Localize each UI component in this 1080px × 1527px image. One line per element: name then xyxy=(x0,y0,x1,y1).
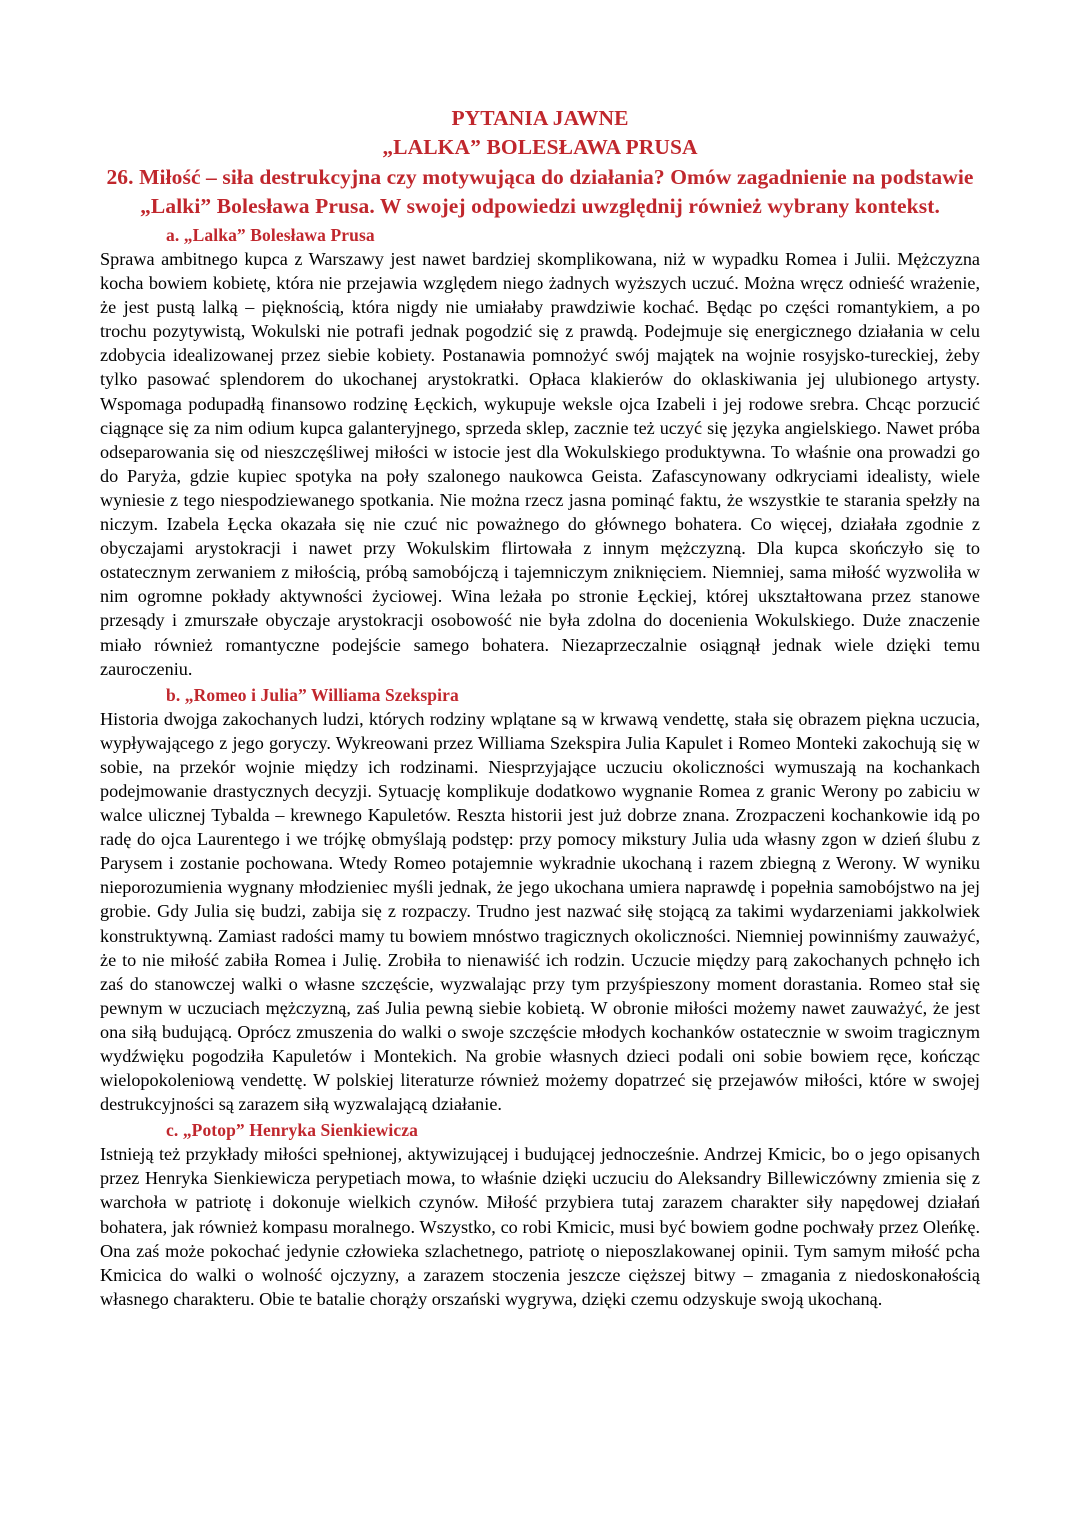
document-title-prompt: 26. Miłość – siła destrukcyjna czy motywująca do działania? Omów zagadnienie na podstawie „Lalki” Bolesława Prusa. W swojej odpowiedzi uwzględnij również wybrany kontekst. xyxy=(106,165,974,218)
section-body-a: Sprawa ambitnego kupca z Warszawy jest nawet bardziej skomplikowana, niż w wypadku Romea i Julii. Mężczyzna kocha bowiem kobietę, która nie przejawia względem niego żadnych wyższych uczuć. Można wręcz odnieść wrażenie, że jest pustą lalką – pięknością, która nigdy nie umiałaby prawdziwie kochać. Będąc po części romantykiem, a po trochu pozytywistą, Wokulski nie potrafi jednak pogodzić się z prawdą. Podejmuje się energicznego działania w celu zdobycia idealizowanej przez siebie kobiety. Postanawia pomnożyć swój majątek na wojnie rosyjsko-tureckiej, żeby tylko pasować splendorem do ukochanej arystokratki. Opłaca klakierów do oklaskiwania jej ulubionego artysty. Wspomaga podupadłą finansowo rodzinę Łęckich, wykupuje weksle ojca Izabeli i jej rodowe srebra. Chcąc porzucić ciągnące się za nim odium kupca galanteryjnego, sprzeda sklep, zacznie też uczyć się języka angielskiego. Nawet próba odseparowania się od nieszczęśliwej miłości w istocie jest dla Wokulskiego produktywna. To właśnie ona prowadzi go do Paryża, gdzie kupiec spotyka na poły szalonego naukowca Geista. Zafascynowany odkryciami idealisty, wiele wyniesie z tego niespodziewanego spotkania. Nie można rzecz jasna pominąć faktu, że wszystkie te starania spełzły na niczym. Izabela Łęcka okazała się nie czuć nic poważnego do głównego bohatera. Co więcej, działała zgodnie z obyczajami arystokracji i nawet przy Wokulskim flirtowała z innym mężczyzną. Dla kupca skończyło się to ostatecznym zerwaniem z miłością, próbą samobójczą i tajemniczym zniknięciem. Niemniej, sama miłość wyzwoliła w nim ogromne pokłady aktywności życiowej. Wina leżała po stronie Łęckiej, której ukształtowana przez stanowe przesądy i zmurszałe obyczaje arystokracji osobowość nie była zdolna do docenienia Wokulskiego. Duże znaczenie miało również romantyczne podejście samego bohatera. Niezaprzeczalnie osiągnął jednak wiele dzięki temu zauroczeniu. xyxy=(100,249,980,679)
section-heading-a: a. „Lalka” Bolesława Prusa xyxy=(166,225,375,245)
document-title-block xyxy=(100,104,980,221)
section-heading-c: c. „Potop” Henryka Sienkiewicza xyxy=(166,1120,418,1141)
document-title-line-2: „LALKA” BOLESŁAWA PRUSA xyxy=(382,135,698,159)
section-body-b: Historia dwojga zakochanych ludzi, których rodziny wplątane są w krwawą vendettę, stała się obrazem piękna uczucia, wypływającego z jego goryczy. Wykreowani przez Williama Szekspira Julia Kapulet i Romeo Monteki zakochują się w sobie, na przekór wojnie między ich rodzinami. Niesprzyjające uczuciu okoliczności wymuszają na kochankach podejmowanie drastycznych decyzji. Sytuację komplikuje dodatkowo wygnanie Romea z granic Werony po zabiciu w walce ulicznej Tybalda – krewnego Kapuletów. Reszta historii jest już dobrze znana. Zrozpaczeni kochankowie idą po radę do ojca Laurentego i we trójkę obmyślają podstęp: przy pomocy mikstury Julia uda własny zgon w dzień ślubu z Parysem i zostanie pochowana. Wtedy Romeo potajemnie wykradnie ukochaną i razem zbiegną z Werony. W wyniku nieporozumienia wygnany młodzieniec myśli jednak, że jego ukochana umiera naprawdę i popełnia samobójstwo na jej grobie. Gdy Julia się budzi, zabija się z rozpaczy. Trudno jest nazwać siłę stojącą za takimi wydarzeniami jakkolwiek konstruktywną. Zamiast radości mamy tu bowiem mnóstwo tragicznych okoliczności. Niemniej powinniśmy zauważyć, że to nie miłość zabiła Romea i Julię. Zrobiła to nienawiść ich rodzin. Uczucie między parą zakochanych pchnęło ich zaś do stanowczej walki o własne szczęście, wyzwalając przy tym przyśpieszony moment dorastania. Romeo stał się pewnym w uczuciach mężczyzną, zaś Julia pewną siebie kobietą. W obronie miłości możemy nawet zauważyć, że jest ona siłą budującą. Oprócz zmuszenia do walki o swoje szczęście młodych kochanków ostatecznie w swoim tragicznym wydźwięku pogodziła Kapuletów i Montekich. Na grobie własnych dzieci podali oni sobie bowiem ręce, kończąc wielopokoleniową vendettę. W polskiej literaturze również możemy dopatrzeć się przejawów miłości, które w swojej destrukcyjności są zarazem siłą wyzwalającą działanie. xyxy=(100,708,980,1115)
document-title-line-1: PYTANIA JAWNE xyxy=(451,106,629,130)
section-body-c: Istnieją też przykłady miłości spełnionej, aktywizującej i budującej jednocześnie. Andrzej Kmicic, bo o jego opisanych przez Henryka Sienkiewicza perypetiach mowa, to właśnie dzięki uczuciu do Aleksandry Billewiczówny zmienia się z warchoła w patriotę i dokonuje wielkich czynów. Miłość przybiera tutaj zarazem charakter siły napędowej działań bohatera, jak również kompasu moralnego. Wszystko, co robi Kmicic, musi być bowiem godne pochwały przez Oleńkę. Ona zaś może pokochać jedynie człowieka szlachetnego, patriotę o nieposzlakowanej opinii. Tym samym miłość pcha Kmicica do walki o wolność ojczyzny, a zarazem stoczenia jeszcze cięższej bitwy – zmagania z niedoskonałością własnego charakteru. Obie te batalie chorąży orszański wygrywa, dzięki czemu odzyskuje swoją ukochaną. xyxy=(100,1144,980,1309)
section-heading-b: b. „Romeo i Julia” Williama Szekspira xyxy=(166,684,459,705)
